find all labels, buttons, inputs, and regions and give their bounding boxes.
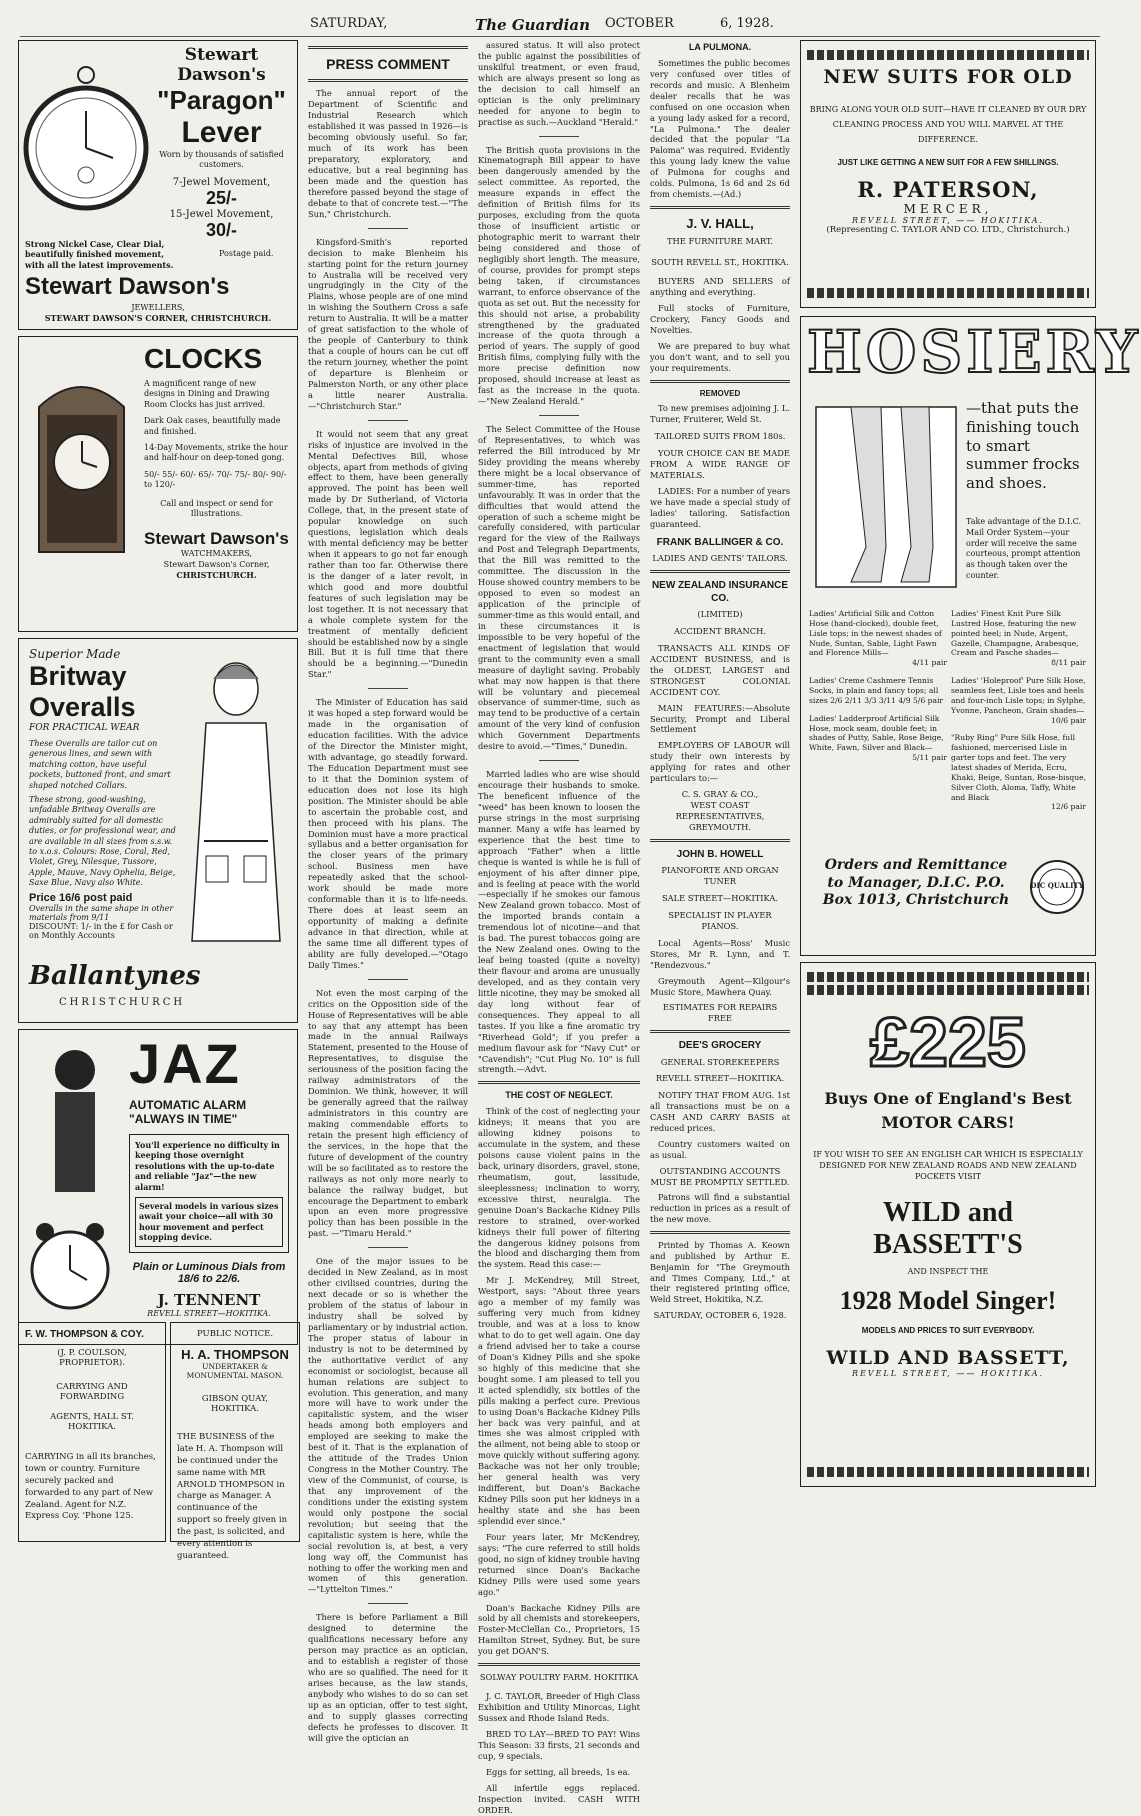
wild-bassett-name: WILD AND BASSETT, <box>826 1346 1070 1369</box>
clocks-text-2: Dark Oak cases, beautifully made and finished. <box>144 416 281 436</box>
hose-item-d-price: 10/6 pair <box>1051 715 1086 725</box>
la-pulmona-text: Sometimes the public becomes very confused over titles of records and music. A Blenheim dealer recalls that he was confused on one occasion when a young lady asked for a record, "La Pulmona." The dealer decided that the popular "La Paloma" was required. Evidently this young lady knew the value of Pulmona for coughs and colds. Pulmona, 1s 6d and 2s 6d from chemists.—(Ad.) <box>650 57 790 200</box>
insurance-transacts: TRANSACTS ALL KINDS OF ACCIDENT BUSINESS, and is the OLDEST, LARGEST and STRONGEST COLONIAL ACCIDENT COY. <box>650 642 790 697</box>
firm-name: Stewart Dawson's <box>177 45 266 85</box>
new-suits-for-old-ad <box>800 40 1096 308</box>
clocks-firm: Stewart Dawson's <box>144 529 289 549</box>
hose-item-e: Ladies' Ladderproof Artificial Silk Hose, mock seam, double feet; in shades of Putty, Sable, Rose Beige, White, Fawn, Silver and Black— <box>809 713 944 753</box>
notice-sub: UNDERTAKER & MONUMENTAL MASON. <box>186 1362 284 1380</box>
cost-of-neglect-heading: THE COST OF NEGLECT. <box>505 1090 613 1101</box>
masthead-paper-title: The Guardian <box>475 16 590 34</box>
dees-country: Country customers waited on as usual. <box>650 1139 790 1161</box>
solway-farm-2: BRED TO LAY—BRED TO PAY! Wins This Season: 33 firsts, 21 seconds and cup, 9 specials. <box>478 1728 640 1761</box>
movement-1: 7-Jewel Movement, <box>172 176 271 188</box>
hosiery-tagline: —that puts the finishing touch to smart summer frocks and shoes. <box>966 399 1080 492</box>
hose-item-a: Ladies' Artificial Silk and Cotton Hose (hand-clocked), double feet, Lisle tops; in the newest shades of Nude, Suntan, Sable, Light Fawn and Florence Mills— <box>809 609 942 658</box>
car-models-text: MODELS AND PRICES TO SUIT EVERYBODY. <box>861 1325 1035 1335</box>
thompson-line-1: CARRYING AND FORWARDING <box>56 1382 128 1402</box>
dees-patrons: Patrons will find a substantial reduction in prices as a result of the new move. <box>650 1191 790 1224</box>
singer-model: 1928 Model Singer! <box>839 1285 1057 1315</box>
jaz-title: JAZ <box>129 1032 241 1095</box>
clocks-firm-line-3: Stewart Dawson's Corner, <box>163 559 270 569</box>
choice-text: YOUR CHOICE CAN BE MADE FROM A WIDE RANGE OF MATERIALS. <box>650 447 790 480</box>
notice-address: GIBSON QUAY, HOKITIKA. <box>201 1394 269 1414</box>
ballantynes-city: CHRISTCHURCH <box>59 997 186 1008</box>
howell-address: SALE STREET—HOKITIKA. <box>661 892 779 903</box>
insurance-branch: ACCIDENT BRANCH. <box>674 625 766 636</box>
col3-para-3: The Select Committee of the House of Representatives, to which was referred the Bill introduced by Mr Sidey providing the means whereby there might be a local observance of summer-time, has reported unfavourably. It was in order that the difficulties that would attend the operation of such a scheme might be carefully considered, with particular regard for the view of the Railways and Post and Telegraph Departments, that the Bill was remitted to the committee. The discussion in the House showed country members to be opposed to even so modest an application of the principle of summer-time as this would entail, and in these circumstances it is impossible to be very hopeful of the enactment of legislation that would grant to the community even a small measure of daylight saving. Probably what may now happen is that there will be voluntary and piecemeal observance of summer-time, such as may tend to be productive of a certain amount of the very kind of confusion which Government Departments desire to avoid.—"Times," Dunedin. <box>478 424 640 752</box>
decorative-border-car-top-2 <box>807 985 1089 995</box>
press-comment-4: The Minister of Education has said it was hoped a step forward would be made in the organisation of education facilities. With the advice of the Director the Minister might, with advantage, go steadily forward. The Education Department must see to it that the Dominion system of education does not lose its high position. The Minister should be able to ascertain the probable cost, and then proceed with his plans. The Dominion must have a more practical syllabus and a better organisation for the closer years of the primary school. Business men have repeatedly asked that the school-work should be made more conformable than it is to life-needs. There does at least seem an opportunity of making a definite advance in that direction, while at the same time all different types of ability are fully developed.—"Otago Daily Times." <box>308 697 468 970</box>
overalls-discount: DISCOUNT: 1/- in the £ for Cash or on Monthly Accounts <box>29 922 173 941</box>
firm-name-2: Stewart Dawson's <box>25 273 230 300</box>
removed-text: To new premises adjoining J. L. Turner, Fruiterer, Weld St. <box>650 403 790 425</box>
pocket-watch-icon <box>23 63 149 213</box>
jaz-alarm-ad <box>18 1029 298 1345</box>
paterson-name: R. PATERSON, <box>857 176 1039 202</box>
dees-notify: NOTIFY THAT FROM AUG. 1st all transactions must be on a CASH AND CARRY BASIS at reduced prices. <box>650 1090 790 1134</box>
press-comment-heading: PRESS COMMENT <box>326 56 450 72</box>
hose-item-c: Ladies' Creme Cashmere Tennis Socks, in plain and fancy tops; all sizes 2/6 2/11 3/3 3/11 4/9 5/6 pair <box>809 676 944 705</box>
col3-para-8: Doan's Backache Kidney Pills are sold by all chemists and storekeepers, Foster-McClellan Co., Proprietors, 15 Hamilton Street, Sydney. But, be sure you get DOAN'S. <box>478 1602 640 1657</box>
hose-item-e-price: 5/11 pair <box>912 753 947 763</box>
product-name: "Paragon" <box>157 85 286 115</box>
firm-address: STEWART DAWSON'S CORNER, CHRISTCHURCH. <box>44 313 272 323</box>
overalls-title: Overalls <box>29 692 136 722</box>
col3-para-4: Married ladies who are wise should encourage their husbands to smoke. The beneficent influence of the "weed" has been known to loosen the purse strings in the most surprising manner. Many a wife has learned by experience that the best time to approach "Father" when a little cheque is wanted is while he is full of enjoyment of his after dinner pipe, and is feeling at peace with the world—especially if he smokes our famous New Zealand grown tobacco. Most of the imported brands contain a tremendous lot of nicotine—and that is bad. The purest tobaccos going are the New Zealand ones. Owing to the leaf being toasted (quite a novelty) their flavour and aroma are unusually developed, and as they contain very little nicotine, they may be smoked all day long without fear of consequences. They appeal to all tastes. If you like a fine aromatic try "Riverhead Gold"; if you prefer a medium flavour ask for "Navy Cut" or "Cavendish"; "Cut Plug No. 10" is full strength.—Advt. <box>478 769 640 1075</box>
jv-hall-stocks: Full stocks of Furniture, Crockery, Fancy Goods and Novelties. <box>650 302 790 335</box>
ballantynes-logo: Ballantynes <box>29 961 201 991</box>
wild-bassett-address: REVELL STREET, —— HOKITIKA. <box>851 1368 1045 1378</box>
stewart-dawson-watch-ad <box>18 40 298 330</box>
jaz-text-2: Several models in various sizes await your choice—all with 30 hour movement and perfect stopping device. <box>135 1197 283 1247</box>
clocks-firm-line-2: WATCHMAKERS, <box>180 549 253 559</box>
stockings-illustration <box>811 397 961 597</box>
overalls-price: Price 16/6 post paid <box>29 892 133 905</box>
jv-hall-prepared: We are prepared to buy what you don't want, and to sell you your requirements. <box>650 340 790 373</box>
thompson-text: CARRYING in all its branches, town or country. Furniture securely packed and forwarded to any part of New Zealand. Agent for N.Z. Express Coy. 'Phone 125. <box>25 1452 156 1522</box>
hose-item-d: Ladies' 'Holeproof' Pure Silk Hose, seamless feet, Lisle toes and heels and four-inch Lisle tops; in Sylphe, Yvonne, Pancheon, Grain shades— <box>951 676 1086 715</box>
solway-farm-4: All infertile eggs replaced. Inspection invited. CASH WITH ORDER. <box>478 1782 640 1815</box>
jaz-dials: Plain or Luminous Dials from 18/6 to 22/6. <box>132 1260 286 1285</box>
price-2: 30/- <box>205 219 238 240</box>
paterson-representing: (Representing C. TAYLOR AND CO. LTD., Christchurch.) <box>826 224 1070 235</box>
jaz-address: REVELL STREET—HOKITIKA. <box>147 1308 271 1318</box>
clocks-text-4: Call and inspect or send for Illustrations. <box>160 498 273 518</box>
solway-farm-1: J. C. TAYLOR, Breeder of High Class Exhibition and Utility Minorcas, Light Sussex and Rhode Island Reds. <box>478 1691 640 1723</box>
decorative-border-bottom <box>807 288 1089 298</box>
decorative-border-top <box>807 50 1089 60</box>
notice-firm: H. A. THOMPSON <box>181 1347 289 1362</box>
movement-2: 15-Jewel Movement, <box>169 208 274 220</box>
car-wish-text: IF YOU WISH TO SEE AN ENGLISH CAR WHICH IS ESPECIALLY DESIGNED FOR NEW ZEALAND ROADS AND NEW ZEALAND POCKETS VISIT <box>813 1150 1083 1182</box>
mantel-clock-icon <box>29 367 134 557</box>
hosiery-order-address: Orders and Remittance to Manager, D.I.C. P.O. Box 1013, Christchurch <box>822 857 1010 908</box>
insurance-employers: EMPLOYERS OF LABOUR will study their own interests by applying for rates and other particulars to:— <box>650 740 790 784</box>
suits-text-1: BRING ALONG YOUR OLD SUIT—HAVE IT CLEANED BY OUR DRY CLEANING PROCESS AND YOU WILL MARVEL AT THE DIFFERENCE. <box>809 105 1087 145</box>
thompson-line-2: AGENTS, HALL ST. HOKITIKA. <box>50 1412 134 1432</box>
column-press-comment <box>308 40 468 1743</box>
car-inspect-text: AND INSPECT THE <box>907 1266 989 1276</box>
superior-made: Superior Made <box>29 647 121 661</box>
jaz-firm: J. TENNENT <box>157 1290 261 1309</box>
ballinger-sub: LADIES AND GENTS' TAILORS. <box>652 552 788 563</box>
jv-hall-address: SOUTH REVELL ST., HOKITIKA. <box>651 257 789 268</box>
jv-hall-buyers: BUYERS AND SELLERS of anything and everything. <box>650 276 790 298</box>
hosiery-right-list <box>951 609 1086 812</box>
masthead-day: SATURDAY, <box>310 16 388 31</box>
howell-greymouth-agent: Greymouth Agent—Kilgour's Music Store, Mawhera Quay. <box>650 975 790 997</box>
clocks-title: CLOCKS <box>144 343 263 374</box>
hosiery-mail-order: Take advantage of the D.I.C. Mail Order System—your order will receive the same courteous, prompt attention as though taken over the counter. <box>966 517 1082 580</box>
watch-description: Strong Nickel Case, Clear Dial, beautifully finished movement, with all the latest improvements. <box>25 239 174 270</box>
col3-para-7: Four years later, Mr McKendrey, says: "The cure referred to still holds good, no sign of kidney trouble having returned since Doan's Backache Kidney Pills were used some years ago." <box>478 1531 640 1597</box>
press-comment-2: Kingsford-Smith's reported decision to make Blenheim his starting point for the return journey to Australia will be received very ungrudgingly in the City of the Plains, whose people are of one mind in wishing the Southern Cross a safe return to Australia. It will be a matter of great satisfaction to the whole of the people of Canterbury to think that a couple of hours can be cut off the return journey, whether the point of departure is Blenheim or Palmerston North, or any other place a little nearer Australia.—"Christchurch Star." <box>308 236 468 411</box>
col3-para-1: assured status. It will also protect the public against the possibilities of unskilful treatment, or even fraud, which are always present so long as the decision to call himself an optician is the only preliminary needed for anyone to begin to practise as such.—Auckland "Herald." <box>478 40 640 127</box>
imprint-date: SATURDAY, OCTOBER 6, 1928. <box>653 1310 787 1321</box>
press-comment-1: The annual report of the Department of Scientific and Industrial Research which established it was passed in 1926—is becoming obviously useful. So far, much of its work has been preparatory, exploratory, and educative, but a real beginning has been made and the question has therefore passed beyond the stage of debate to that of concrete test.—"The Sun," Christchurch. <box>308 88 468 219</box>
hosiery-title: HOSIERY <box>807 318 1141 386</box>
public-notice-ad <box>170 1322 300 1561</box>
wild-bassett-singer-ad <box>800 962 1096 1487</box>
col3-para-5: Think of the cost of neglecting your kidneys; it means that you are allowing kidney poisons to accumulate in the system, and these poisons cause violent pains in the back, urinary disorders, gravel, stone, rheumatism, gout, lassitude, sleeplessness; inclination to worry, excessive thirst, neuralgia. The genuine Doan's Backache Kidney Pills restore to strained, over-worked kidneys their full power of filtering the dangerous kidney poisons from the blood and discharging them from the system. Read this case:— <box>478 1106 640 1270</box>
la-pulmona-heading: LA PULMONA. <box>688 42 752 52</box>
jv-hall-sub: THE FURNITURE MART. <box>666 236 773 247</box>
jaz-text-box <box>129 1134 289 1253</box>
overalls-other: Overalls in the same shape in other materials from 9/11 <box>29 904 174 923</box>
price-1: 25/- <box>205 187 238 208</box>
hose-item-a-price: 4/11 pair <box>912 658 947 668</box>
overalls-text-2: These strong, good-washing, unfadable Britway Overalls are admirably suited for all domestic duties, or for professional wear, and are available in all sizes from s.s.w. to x.o.s. Colours: Rose, Coral, Red, Violet, Grey, Nilesque, Tussore, Apple, Mauve, Navy Ophelia, Beige, Saxe Blue, Navy also White. <box>29 794 176 888</box>
suits-text-2: JUST LIKE GETTING A NEW SUIT FOR A FEW SHILLINGS. <box>837 157 1059 167</box>
thompson-coy-ad <box>18 1322 166 1547</box>
printer-imprint: Printed by Thomas A. Keown and published by Arthur E. Benjamin for "The Greymouth and Times Company, Ltd.," at their registered printing office, Weld Street, Hokitika, N.Z. <box>650 1239 790 1305</box>
hose-item-f: "Ruby Ring" Pure Silk Hose, full fashioned, mercerised Lisle in garter tops and feet. The very latest shades of Merida, Ecru, Khaki, Beige, Suntan, Rose-bisque, Silver Cloth, Aloma, Taffy, White and Black <box>951 733 1087 802</box>
press-comment-7: There is before Parliament a Bill designed to determine the qualifications necessary before any person may practice as an optician, and to establish a register of those who are so qualified. The need for it arises because, as the law stands, anybody who wishes to do so can set up as an optician, offer to test sight, and to supply glasses correcting defects he professes to discover. It will give the optician an <box>308 1612 468 1743</box>
column-4 <box>650 40 790 1550</box>
britway-title: Britway <box>29 661 127 691</box>
masthead-date: 6, 1928. <box>720 16 774 31</box>
jv-hall-name: J. V. HALL, <box>686 216 754 232</box>
woman-in-overall-illustration <box>184 651 289 951</box>
jewellers-text: JEWELLERS, <box>131 303 185 312</box>
decorative-border-car-bottom <box>807 1467 1089 1477</box>
car-buys-text: Buys One of England's Best MOTOR CARS! <box>824 1089 1072 1132</box>
dees-grocery-name: DEE'S GROCERY <box>678 1040 762 1052</box>
removed-heading: REMOVED <box>699 388 741 398</box>
howell-estimates: ESTIMATES FOR REPAIRS FREE <box>662 1002 778 1024</box>
howell-specialist: SPECIALIST IN PLAYER PIANOS. <box>668 909 772 931</box>
press-comment-3: It would not seem that any great risks of injustice are involved in the Mental Defectives Bill, whose objects, apart from methods of giving effect to them, have been generally approved. The point has been well made by Dr Sutherland, of Victoria College, that, in the present state of popular knowledge on such questions, legislation which deals with mental deficiency may be better when it appears to go not far enough rather than too far. Otherwise there is the danger of a later revolt, in which good and more doubtful features of such legislation may be lost together. It is not necessary that a whole complete system for the treatment of mentally deficient should be established now by a single Bill. But it is full time that there should be a beginning.—"Dunedin Star." <box>308 428 468 680</box>
insurance-reps: WEST COAST REPRESENTATIVES, <box>675 800 765 822</box>
dees-address: REVELL STREET—HOKITIKA. <box>655 1073 785 1084</box>
ballantynes-overalls-ad <box>18 638 298 1023</box>
hose-item-f-price: 12/6 pair <box>1051 802 1086 812</box>
clocks-text-1: A magnificent range of new designs in Dining and Drawing Room Clocks has just arrived. <box>144 379 270 409</box>
ballinger-name: FRANK BALLINGER & CO. <box>656 536 784 548</box>
overalls-text-1: These Overalls are tailor cut on generous lines, and sewn with matching cotton, have useful pockets, buttoned front, and smart shaped notched Collars. <box>29 739 171 790</box>
masthead <box>20 14 1100 37</box>
jaz-slogan: "ALWAYS IN TIME" <box>129 1112 238 1126</box>
postage-text: Postage paid. <box>219 249 274 258</box>
ladies-text: LADIES: For a number of years we have made a special study of ladies' tailoring. Satisfaction guaranteed. <box>650 485 790 529</box>
suits-title: NEW SUITS FOR OLD <box>823 66 1073 88</box>
hose-item-b-price: 8/11 pair <box>1051 658 1086 668</box>
boy-with-alarm-clock-illustration <box>25 1040 125 1320</box>
thompson-firm: F. W. THOMPSON & COY. <box>25 1329 144 1340</box>
paterson-mercer: MERCER, <box>903 201 993 216</box>
clocks-firm-line-4: CHRISTCHURCH. <box>176 570 257 581</box>
dic-quality-text: DIC QUALITY <box>1030 881 1084 890</box>
thompson-coy-box <box>18 1322 166 1542</box>
column-5 <box>800 40 1141 1550</box>
stewart-dawson-clocks-ad <box>18 336 298 632</box>
insurance-gray: C. S. GRAY & CO., <box>681 789 759 800</box>
practical-wear: FOR PRACTICAL WEAR <box>29 723 140 733</box>
press-comment-5: Not even the most carping of the critics on the Opposition side of the House of Representatives will be able to say that any attempt has been made in the annual Railways Statement, presented to the House of Representatives, to disguise the seriousness of the position facing the railway administrators of the Dominion. We think, however, it will be generally agreed that the railway administrators in this country are making commendable efforts to retain the present high efficiency of the services, in the hope that the future of development of the country will be so facilitated as to restore the railways as not only more nearly to balance the railway budget, but encourage the Department to embark upon an even more progressive policy than has been possible in the past. —"Timaru Herald." <box>308 987 468 1239</box>
solway-farm-3: Eggs for setting, all breeds, 1s ea. <box>486 1766 631 1777</box>
hose-item-b: Ladies' Finest Knit Pure Silk Lustred Hose, featuring the new pointed heel; in Nude, Argent, Gazelle, Champagne, Arabesque, Cream and Pasche shades— <box>951 609 1079 658</box>
wild-bassett-title: WILD and BASSETT'S <box>873 1196 1023 1260</box>
tailored-suits: TAILORED SUITS FROM 180s. <box>654 431 786 442</box>
insurance-name: NEW ZEALAND INSURANCE CO. <box>651 579 789 604</box>
clocks-prices: 50/- 55/- 60/- 65/- 70/- 75/- 80/- 90/- to 120/- <box>144 469 287 490</box>
clocks-text-3: 14-Day Movements, strike the hour and half-hour on deep-toned gong. <box>144 442 288 463</box>
insurance-limited: (LIMITED) <box>697 609 743 620</box>
dic-hosiery-ad <box>800 316 1141 956</box>
col3-para-2: The British quota provisions in the Kinematograph Bill appear to have been dangerously amended by the select committee. As reported, the measure expands in effect the definition of British films for its purposes, excluding from the quota those of insufficient artistic or photographic merit to warrant their being considered and those of negligibly short length. The measure, of course, provides for prompt steps being taken, if circumstances warrant, to enforce observance of the quota as set out. But the necessity for this should not arise, a probability strengthened by the graduated increase of the quota through a period of years. The supply of good British films, complying fully with the more precise definition now proposed, should increase at least as fast as the increase in the quota.—"New Zealand Herald." <box>478 144 640 407</box>
thompson-prop: (J. P. COULSON, PROPRIETOR). <box>57 1348 127 1368</box>
jaz-automatic-alarm: AUTOMATIC ALARM <box>129 1098 247 1112</box>
insurance-greymouth: GREYMOUTH. <box>688 821 752 832</box>
col3-para-6: Mr J. McKendrey, Mill Street, Westport, says: "About three years ago a member of my family was suffering very much from kidney trouble, and was at a loss to know what to do to get well again. One day a friend advised her to take a course of Doan's Kidney Pills and she spoke so highly of this medicine that she bought some. I am pleased to tell you it acted splendidly, six bottles of the pills making a perfect cure. Previous to using Doan's Backache Kidney Pills her back was very painful, and at times she was almost crippled with the ailment, not being able to stoop or move quickly without suffering agony. Backache was not her only trouble; her general health was very indifferent, but Doan's Backache Kidney Pills soon put her kidneys in a healthy state and she has been splendid ever since." <box>478 1275 640 1526</box>
solway-farm-heading: SOLWAY POULTRY FARM. HOKITIKA <box>479 1672 639 1683</box>
dees-sub: GENERAL STOREKEEPERS <box>660 1056 780 1067</box>
howell-name: JOHN B. HOWELL <box>676 848 764 860</box>
press-comment-6: One of the major issues to be decided in New Zealand, as in most other civilised countries, during the next decade or so is whether the problem of the status of labour in industry shall be solved by parliamentary or by industrial action. The proper status of labour in industry is not to be determined by the authoritative verdict of any economist or sociologist, because all human relations are subject to evolution. This generation, and many more will have to work under the capitalistic system, and the wiser heads among both employers and employed are seeking to make the best of it. That is the explanation of the attitude of the Trades Union Congress in the Mother Country. The view of the Communist, of course, is that any improvement of the conditions under the existing system would only postpone the social revolution; but seeing that the capitalistic system is here, while the social revolution is, at best, a very long way off, the Communist has nothing to offer the working men and women of this generation.—"Lyttelton Times." <box>308 1256 468 1595</box>
product-name-2: Lever <box>181 116 262 149</box>
notice-title: PUBLIC NOTICE. <box>196 1329 274 1339</box>
jaz-text-1: You'll experience no difficulty in keeping those overnight resolutions with the up-to-date and reliable "Jaz"—the new alarm! <box>135 1140 280 1192</box>
hosiery-left-list <box>809 609 947 763</box>
howell-sub: PIANOFORTE AND ORGAN TUNER <box>661 865 779 887</box>
masthead-month: OCTOBER <box>605 16 674 31</box>
decorative-border-car-top <box>807 972 1089 982</box>
dees-accounts: OUTSTANDING ACCOUNTS MUST BE PROMPTLY SETTLED. <box>650 1166 790 1187</box>
paterson-address: REVELL STREET, —— HOKITIKA. <box>851 215 1045 225</box>
column-3 <box>478 40 640 1815</box>
notice-text: THE BUSINESS of the late H. A. Thompson will be continued under the same name with MR ARNOLD THOMPSON in charge as Manager. A continuance of the support so freely given in the past, is solicited, and every attention is guaranteed. <box>177 1432 288 1561</box>
howell-agents: Local Agents—Ross' Music Stores, Mr R. Lynn, and T. "Rendezvous." <box>650 937 790 970</box>
worn-text: Worn by thousands of satisfied customers. <box>159 150 284 170</box>
public-notice-box <box>170 1322 300 1561</box>
insurance-features: MAIN FEATURES:—Absolute Security, Prompt and Liberal Settlement <box>650 702 790 735</box>
car-price: £225 <box>870 1003 1026 1081</box>
